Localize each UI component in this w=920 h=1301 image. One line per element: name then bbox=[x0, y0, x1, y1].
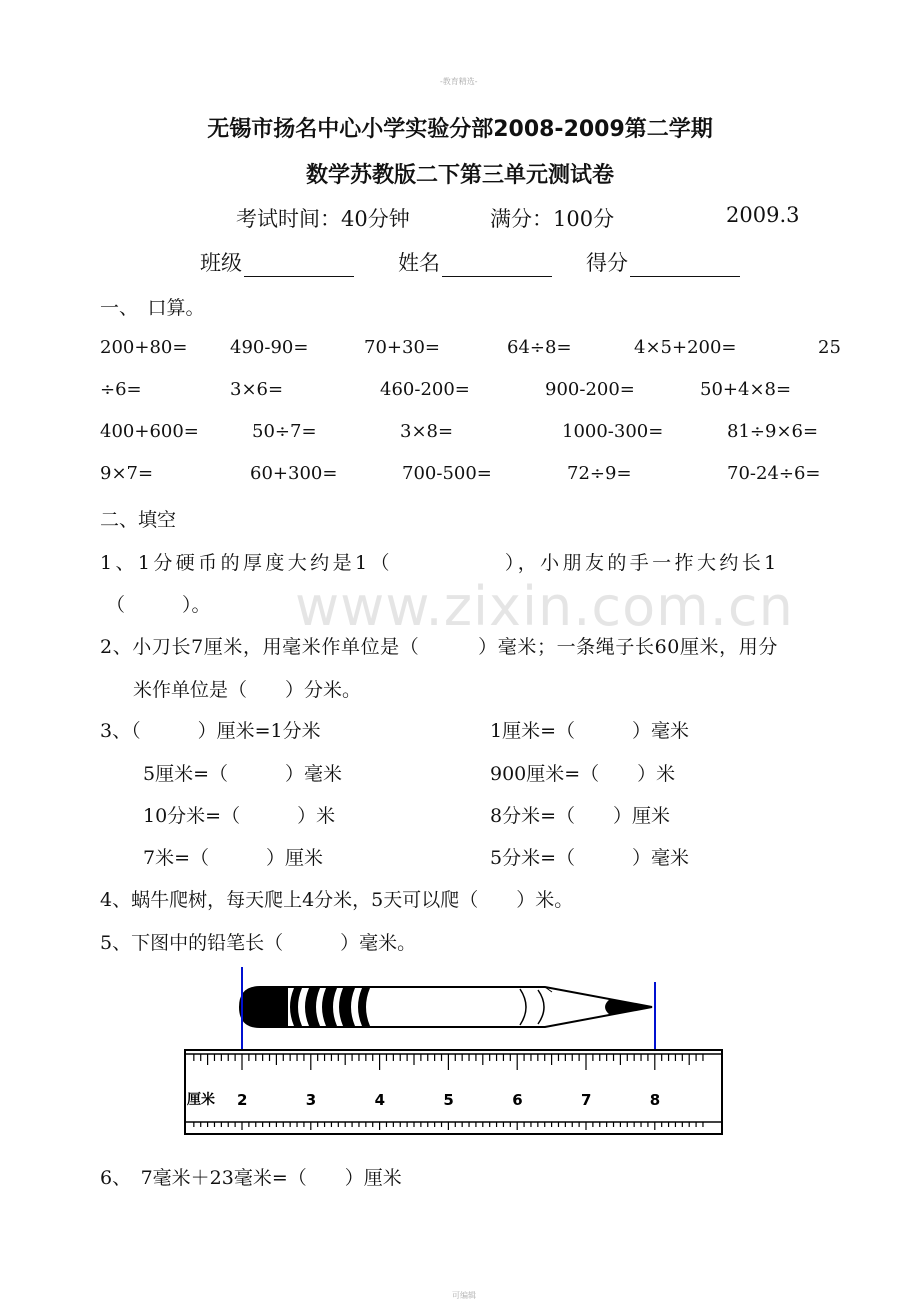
calc-item: 81÷9×6= bbox=[727, 421, 819, 442]
q3-left-2: 5厘米=（ ）毫米 bbox=[143, 763, 343, 785]
ruler bbox=[185, 1050, 722, 1134]
calc-item: 460-200= bbox=[380, 379, 470, 400]
title-line-1: 无锡市扬名中心小学实验分部2008-2009第二学期 bbox=[207, 117, 713, 142]
ruler-number: 4 bbox=[374, 1091, 386, 1109]
exam-date: 2009.3 bbox=[726, 203, 800, 227]
q1-line2: （ ）。 bbox=[106, 594, 211, 616]
q2-line2: 米作单位是（ ）分米。 bbox=[133, 679, 362, 701]
section2-title: 二、填空 bbox=[100, 509, 177, 531]
q4: 4、蜗牛爬树，每天爬上4分米，5天可以爬（ ）米。 bbox=[100, 889, 574, 911]
header-mark: -教育精选- bbox=[440, 77, 478, 86]
calc-item: 1000-300= bbox=[562, 421, 664, 442]
title-line-2: 数学苏教版二下第三单元测试卷 bbox=[305, 163, 614, 188]
q6: 6、 7毫米＋23毫米=（ ）厘米 bbox=[100, 1167, 402, 1189]
calc-item: 72÷9= bbox=[567, 463, 632, 484]
full-score: 满分：100分 bbox=[490, 207, 615, 231]
calc-item: 490-90= bbox=[230, 337, 309, 358]
calc-item: 400+600= bbox=[100, 421, 199, 442]
calc-item: 50÷7= bbox=[252, 421, 317, 442]
calc-item: ÷6= bbox=[100, 379, 142, 400]
ruler-number: 6 bbox=[512, 1091, 523, 1109]
calc-item: 25 bbox=[818, 337, 841, 358]
q3-right-2: 900厘米=（ ）米 bbox=[490, 763, 676, 785]
q3-left-1: 3、（ ）厘米=1分米 bbox=[100, 720, 321, 742]
calc-item: 700-500= bbox=[402, 463, 492, 484]
ruler-number: 3 bbox=[305, 1091, 317, 1109]
q3-right-3: 8分米=（ ）厘米 bbox=[490, 805, 671, 827]
calc-item: 3×8= bbox=[400, 421, 454, 442]
calc-item: 50+4×8= bbox=[700, 379, 792, 400]
ruler-unit-label: 厘米 bbox=[187, 1092, 215, 1108]
q3-right-4: 5分米=（ ）毫米 bbox=[490, 847, 690, 869]
calc-item: 70+30= bbox=[364, 337, 440, 358]
pencil-icon bbox=[240, 987, 652, 1027]
calc-item: 64÷8= bbox=[507, 337, 572, 358]
name-blank[interactable] bbox=[442, 254, 552, 277]
calc-item: 9×7= bbox=[100, 463, 154, 484]
calc-item: 70-24÷6= bbox=[727, 463, 821, 484]
watermark: www.zixin.com.cn bbox=[295, 575, 794, 638]
q3-left-4: 7米=（ ）厘米 bbox=[143, 847, 324, 869]
name-label: 姓名 bbox=[398, 251, 440, 275]
ruler-number: 8 bbox=[649, 1091, 661, 1109]
q2-line1: 2、小刀长7厘米，用毫米作单位是（ ）毫米；一条绳子长60厘米，用分 bbox=[100, 636, 778, 658]
q3-right-1: 1厘米=（ ）毫米 bbox=[490, 720, 690, 742]
class-field[interactable] bbox=[200, 247, 354, 277]
calc-item: 60+300= bbox=[250, 463, 338, 484]
pencil-ruler-figure bbox=[180, 962, 725, 1140]
footer-mark: 可编辑 bbox=[452, 1291, 476, 1300]
calc-item: 200+80= bbox=[100, 337, 188, 358]
class-blank[interactable] bbox=[244, 254, 354, 277]
q3-left-3: 10分米=（ ）米 bbox=[143, 805, 336, 827]
section1-title: 一、 口算。 bbox=[100, 297, 205, 319]
score-label: 得分 bbox=[586, 251, 628, 275]
calc-item: 900-200= bbox=[545, 379, 635, 400]
q5: 5、下图中的铅笔长（ ）毫米。 bbox=[100, 932, 417, 954]
score-field[interactable] bbox=[586, 247, 740, 277]
ruler-number: 5 bbox=[443, 1091, 454, 1109]
q1-line1: 1、1分硬币的厚度大约是1（ ），小朋友的手一拃大约长1 bbox=[100, 552, 780, 574]
ruler-number: 2 bbox=[237, 1091, 248, 1109]
name-field[interactable] bbox=[398, 247, 552, 277]
score-blank[interactable] bbox=[630, 254, 740, 277]
class-label: 班级 bbox=[200, 251, 242, 275]
calc-item: 3×6= bbox=[230, 379, 284, 400]
exam-time: 考试时间：40分钟 bbox=[236, 207, 410, 231]
ruler-number: 7 bbox=[581, 1091, 592, 1109]
calc-item: 4×5+200= bbox=[634, 337, 737, 358]
